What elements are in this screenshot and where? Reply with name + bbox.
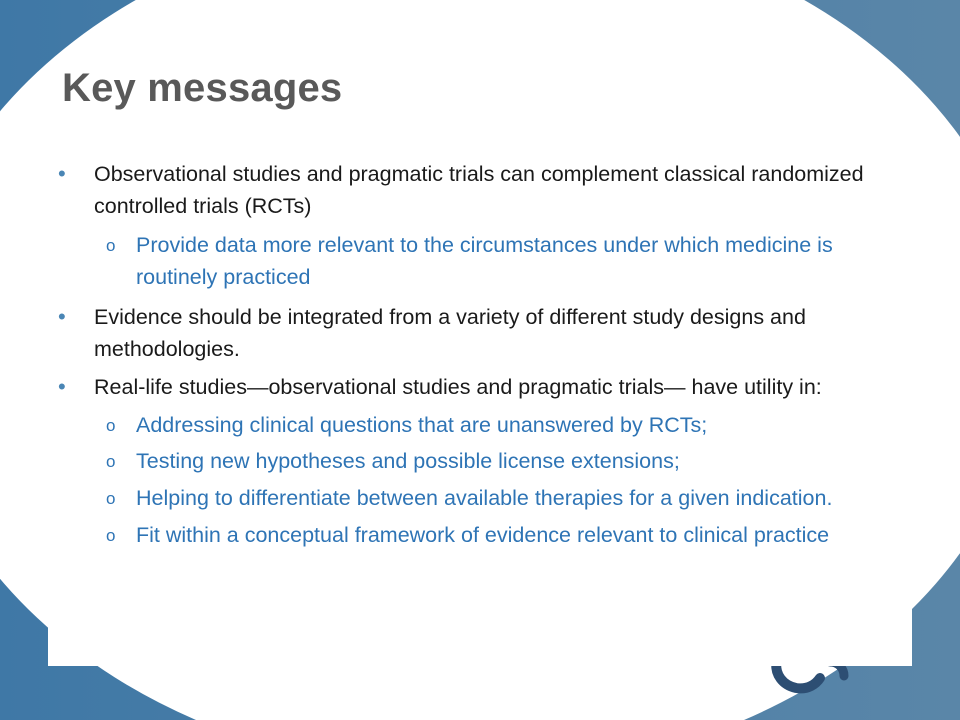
sub-bullet-item (56, 519, 906, 551)
slide-content (56, 158, 906, 551)
sub-bullet-item (56, 482, 906, 514)
sub-bullet-icon: o (106, 416, 116, 435)
bullet-item (56, 158, 906, 222)
bullet-text: Evidence should be integrated from a variety of different study designs and methodologies. (94, 305, 806, 361)
sub-bullet-text: Testing new hypotheses and possible license extensions; (136, 449, 680, 473)
sub-bullet-icon: o (106, 526, 116, 545)
bullet-icon: • (58, 304, 66, 329)
bullet-text: Observational studies and pragmatic trials can complement classical randomized controlled trials (RCTs) (94, 162, 864, 218)
sub-bullet-text: Helping to differentiate between available therapies for a given indication. (136, 486, 833, 510)
sub-bullet-item (56, 229, 906, 293)
bullet-icon: • (58, 374, 66, 399)
slide-title: Key messages (62, 66, 343, 110)
bullet-icon: • (58, 161, 66, 186)
bullet-text: Real-life studies—observational studies and pragmatic trials— have utility in: (94, 375, 822, 399)
sub-bullet-text: Fit within a conceptual framework of evidence relevant to clinical practice (136, 523, 830, 547)
sub-bullet-icon: o (106, 452, 116, 471)
sub-bullet-icon: o (106, 489, 116, 508)
sub-bullet-item (56, 409, 906, 441)
sub-bullet-icon: o (106, 236, 116, 255)
sub-bullet-item (56, 445, 906, 477)
bullet-item (56, 371, 906, 403)
sub-bullet-text: Addressing clinical questions that are unanswered by RCTs; (136, 413, 708, 437)
sub-bullet-text: Provide data more relevant to the circumstances under which medicine is routinely practiced (136, 233, 833, 289)
bullet-item (56, 301, 906, 365)
